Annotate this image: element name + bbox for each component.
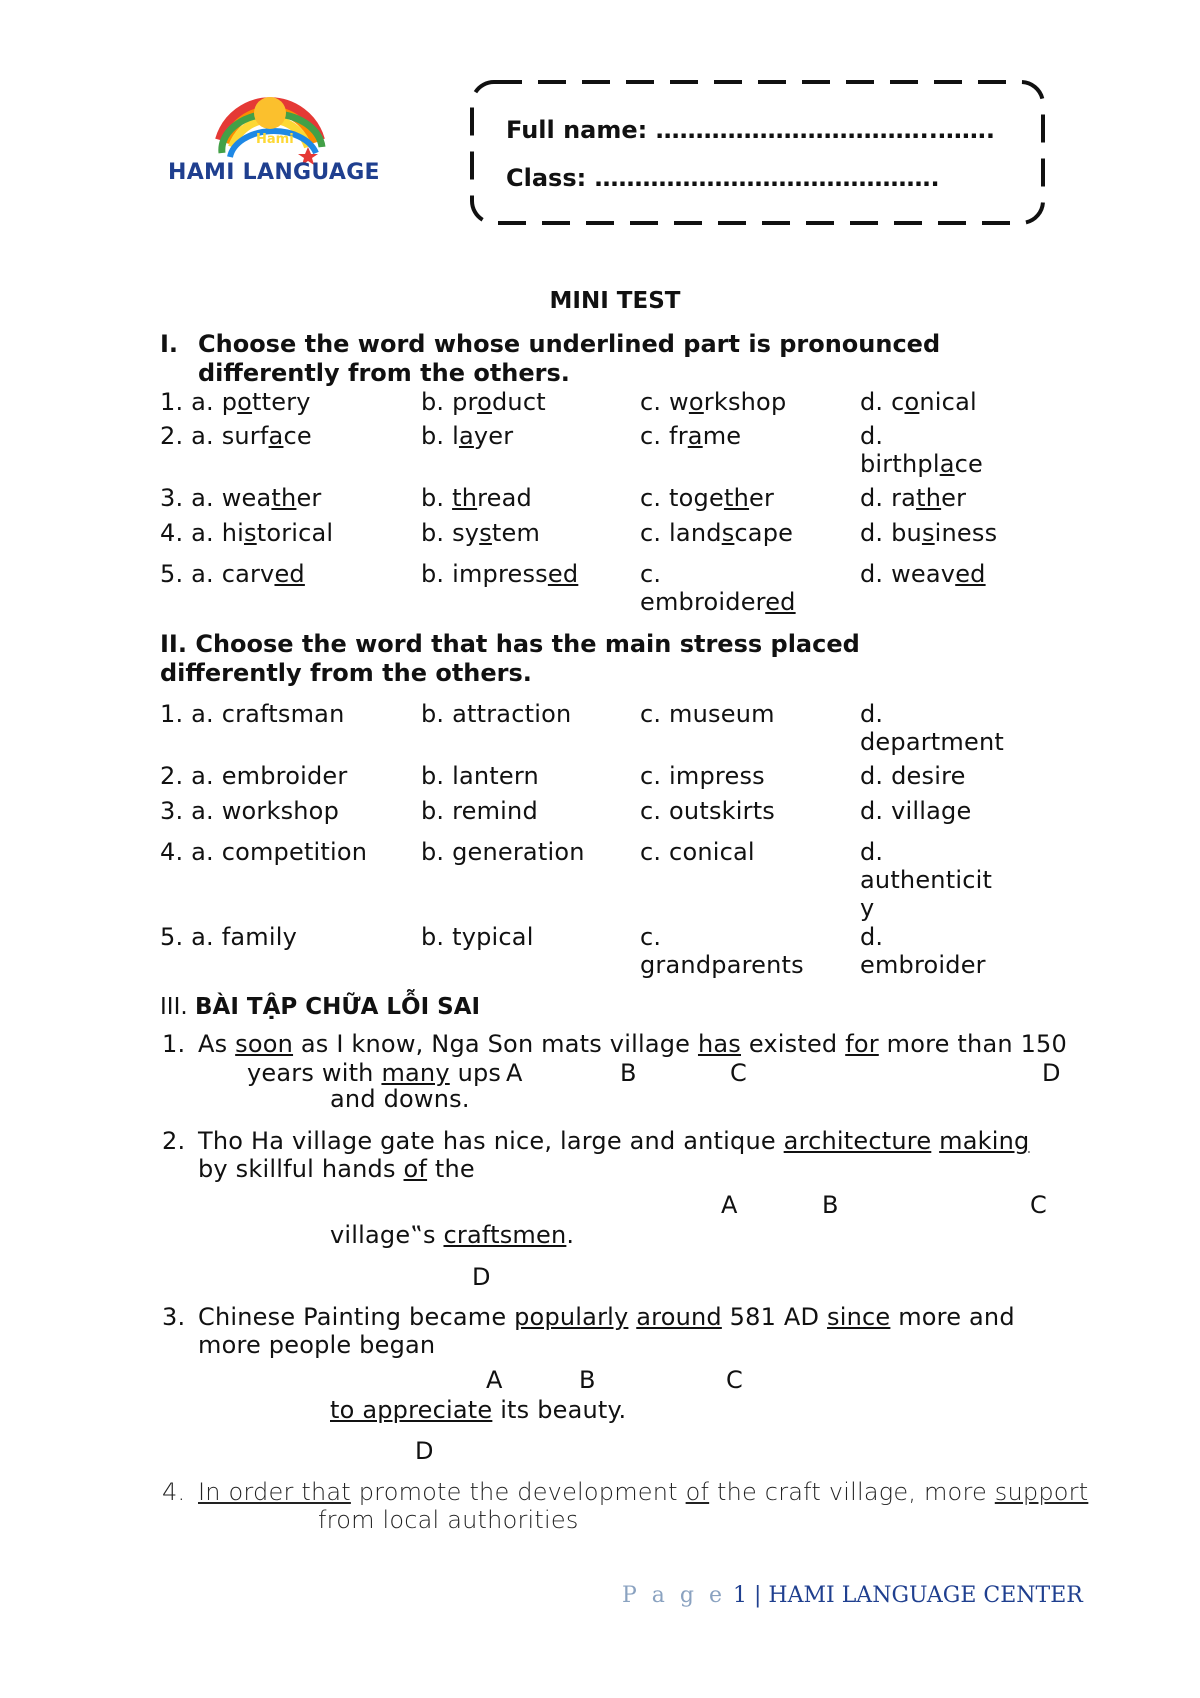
- s3-q4-line-2: from local authorities: [318, 1506, 579, 1534]
- s3-q1-line-1: As soon as I know, Nga Son mats village has existed for more than 150: [198, 1030, 1067, 1058]
- s3-q2-label-a: A: [721, 1191, 738, 1219]
- s3-q2-number: 2.: [162, 1127, 186, 1155]
- s2-q3-c: c. outskirts: [640, 797, 776, 825]
- s1-q5-b: b. impressed: [421, 560, 579, 588]
- s3-q1-line-3: and downs.: [330, 1085, 470, 1113]
- s2-q1-d: department: [860, 728, 1004, 756]
- s3-q4-number: 4.: [162, 1478, 186, 1506]
- hami-logo: [160, 85, 385, 205]
- s1-q1-d: d. conical: [860, 388, 977, 416]
- s1-q5-a: 5. a. carved: [160, 560, 305, 588]
- s1-q2-a: 2. a. surface: [160, 422, 312, 450]
- s2-q4-c: c. conical: [640, 838, 755, 866]
- s2-q3-b: b. remind: [421, 797, 538, 825]
- s1-q4-b: b. system: [421, 519, 541, 547]
- section-1-heading-1: Choose the word whose underlined part is pronounced: [198, 330, 941, 358]
- s2-q1-a: 1. a. craftsman: [160, 700, 345, 728]
- s2-q5-c-prefix: c.: [640, 923, 662, 951]
- s2-q5-b: b. typical: [421, 923, 534, 951]
- s1-q3-d: d. rather: [860, 484, 967, 512]
- s2-q4-d: authenticit: [860, 866, 993, 894]
- s2-q5-d: embroider: [860, 951, 986, 979]
- s1-q2-d-prefix: d.: [860, 422, 884, 450]
- s2-q2-d: d. desire: [860, 762, 966, 790]
- full-name-field[interactable]: Full name: ……………………………..…….: [506, 116, 995, 144]
- s1-q2-c: c. frame: [640, 422, 742, 450]
- s2-q4-a: 4. a. competition: [160, 838, 368, 866]
- section-2-heading-1: II. Choose the word that has the main stress placed: [160, 630, 860, 658]
- s3-q2-label-b: B: [822, 1191, 839, 1219]
- s3-q1-label-b: B: [620, 1059, 637, 1087]
- section-3-heading: III. BÀI TẬP CHỮA LỖI SAI: [160, 994, 481, 1020]
- s2-q2-c: c. impress: [640, 762, 765, 790]
- s1-q1-c: c. workshop: [640, 388, 787, 416]
- s1-q3-a: 3. a. weather: [160, 484, 322, 512]
- s3-q1-line-2: years with many ups: [247, 1059, 502, 1087]
- s3-q3-line-4: to appreciate its beauty.: [330, 1396, 627, 1424]
- logo-text: HAMI LANGUAGE: [168, 160, 380, 185]
- s3-q2-label-d: D: [472, 1263, 491, 1291]
- page-title: MINI TEST: [549, 288, 681, 314]
- s1-q5-c-prefix: c.: [640, 560, 662, 588]
- s1-q4-c: c. landscape: [640, 519, 794, 547]
- rainbow-icon: [220, 97, 322, 165]
- s2-q4-d-prefix: d.: [860, 838, 884, 866]
- s3-q2-label-c: C: [1030, 1191, 1047, 1219]
- s1-q2-b: b. layer: [421, 422, 514, 450]
- s3-q4-line-1: In order that promote the development of the craft village, more support: [198, 1478, 1089, 1506]
- s3-q1-label-a: A: [506, 1059, 523, 1087]
- section-1-heading-2: differently from the others.: [198, 359, 570, 387]
- s1-q5-d: d. weaved: [860, 560, 986, 588]
- section-2-heading-2: differently from the others.: [160, 659, 532, 687]
- s1-q1-a: 1. a. pottery: [160, 388, 311, 416]
- s3-q3-label-a: A: [486, 1366, 503, 1394]
- s1-q3-b: b. thread: [421, 484, 532, 512]
- s3-q3-label-d: D: [415, 1437, 434, 1465]
- s2-q4-b: b. generation: [421, 838, 585, 866]
- s1-q1-b: b. product: [421, 388, 546, 416]
- s2-q1-c: c. museum: [640, 700, 775, 728]
- s3-q2-line-1: Tho Ha village gate has nice, large and antique architecture making: [198, 1127, 1030, 1155]
- s1-q3-c: c. together: [640, 484, 775, 512]
- s3-q3-line-1: Chinese Painting became popularly around 581 AD since more and: [198, 1303, 1015, 1331]
- s2-q2-a: 2. a. embroider: [160, 762, 348, 790]
- name-box-border: [470, 80, 1045, 225]
- section-1-number: I.: [160, 330, 179, 358]
- s3-q3-number: 3.: [162, 1303, 186, 1331]
- s3-q1-label-d: D: [1042, 1059, 1061, 1087]
- s3-q3-label-b: B: [579, 1366, 596, 1394]
- s2-q5-d-prefix: d.: [860, 923, 884, 951]
- s3-q3-label-c: C: [726, 1366, 743, 1394]
- s3-q3-line-2: more people began: [198, 1331, 436, 1359]
- logo-small-text: Hami: [256, 132, 294, 147]
- s2-q3-a: 3. a. workshop: [160, 797, 340, 825]
- page-footer: P a g e 1 | HAMI LANGUAGE CENTER: [622, 1583, 1083, 1608]
- s3-q2-line-4: village‟s craftsmen.: [330, 1221, 575, 1249]
- class-field[interactable]: Class: …………………………………….: [506, 164, 940, 192]
- s2-q2-b: b. lantern: [421, 762, 539, 790]
- s3-q1-label-c: C: [730, 1059, 747, 1087]
- s2-q3-d: d. village: [860, 797, 972, 825]
- s3-q1-number: 1.: [162, 1030, 186, 1058]
- s3-q2-line-2: by skillful hands of the: [198, 1155, 475, 1183]
- s1-q4-d: d. business: [860, 519, 998, 547]
- s2-q4-d-tail: y: [860, 894, 875, 922]
- s2-q1-b: b. attraction: [421, 700, 572, 728]
- s2-q1-d-prefix: d.: [860, 700, 884, 728]
- s2-q5-a: 5. a. family: [160, 923, 297, 951]
- s1-q4-a: 4. a. historical: [160, 519, 334, 547]
- s2-q5-c: grandparents: [640, 951, 804, 979]
- s1-q2-d: birthplace: [860, 450, 983, 478]
- s1-q5-c: embroidered: [640, 588, 796, 616]
